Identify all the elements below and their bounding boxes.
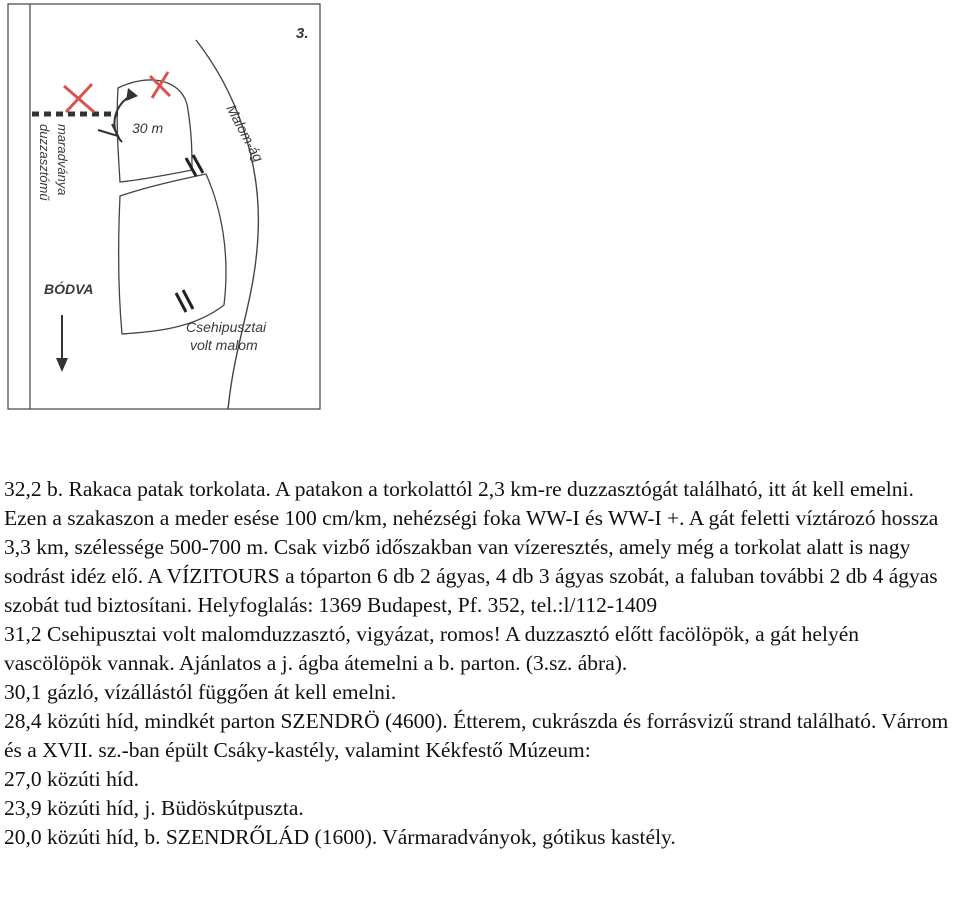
paragraph-20-0: 20,0 közúti híd, b. SZENDRŐLÁD (1600). Vármaradványok, gótikus kastély. <box>4 825 676 849</box>
paragraph-30-1: 30,1 gázló, vízállástól függően át kell emelni. <box>4 680 397 704</box>
paragraph-27-0: 27,0 közúti híd. <box>4 767 139 791</box>
river-sketch-map <box>0 0 330 415</box>
flow-direction-arrow-head <box>56 358 68 372</box>
label-malom-ag: Malom-ág <box>223 101 267 165</box>
paragraph-32-2: 32,2 b. Rakaca patak torkolata. A patakon a torkolattól 2,3 km-re duzzasztógát található, itt át kell emelni. <box>4 477 914 501</box>
weir-marker-lower <box>176 290 193 312</box>
paragraph-gradient: Ezen a szakaszon a meder esése 100 cm/km, nehézségi foka WW-I és WW-I +. A gát feletti víztározó hossza 3,3 km, szélessége 500-700 m. Csak vizbő időszakban van vízeresztés, amely még a torkolat alatt is nagy sodrást idéz elő. A VÍZITOURS a tóparton 6 db 2 ágyas, 4 db 3 ágyas szobát, a faluban további 2 db 4 ágyas szobát tud biztosítani. Helyfoglalás: 1369 Budapest, Pf. 352, tel.:l/112-1409 <box>4 506 939 617</box>
paragraph-28-4: 28,4 közúti híd, mindkét parton SZENDRÖ (4600). Étterem, cukrászda és forrásvizű strand található. Várrom és a XVII. sz.-ban épült Csáky-kastély, valamint Kékfestő Múzeum: <box>4 709 949 762</box>
river-guide-text <box>4 475 954 852</box>
label-bodva: BÓDVA <box>44 281 94 297</box>
portage-arrow-head <box>126 88 138 101</box>
paragraph-31-2: 31,2 Csehipusztai volt malomduzzasztó, vigyázat, romos! A duzzasztó előtt facölöpök, a gát helyén vascölöpök vannak. Ajánlatos a j. ágba átemelni a b. parton. (3.sz. ábra). <box>4 622 859 675</box>
cross-mark-right <box>150 72 170 98</box>
label-csehipusztai: Csehipusztai <box>186 319 267 335</box>
label-distance: 30 m <box>132 120 164 136</box>
map-frame <box>8 4 320 409</box>
label-volt-malom: volt malom <box>190 337 258 353</box>
paragraph-23-9: 23,9 közúti híd, j. Büdöskútpuszta. <box>4 796 304 820</box>
figure-number: 3. <box>296 25 309 42</box>
island-lower <box>119 174 226 334</box>
malom-ag-outer-bank <box>196 40 258 409</box>
weir-marker-upper <box>186 155 203 176</box>
label-maradvanya: maradványa <box>55 124 70 196</box>
label-duzzaszto: duzzasztómű <box>37 124 52 201</box>
cross-mark-left <box>64 84 94 112</box>
